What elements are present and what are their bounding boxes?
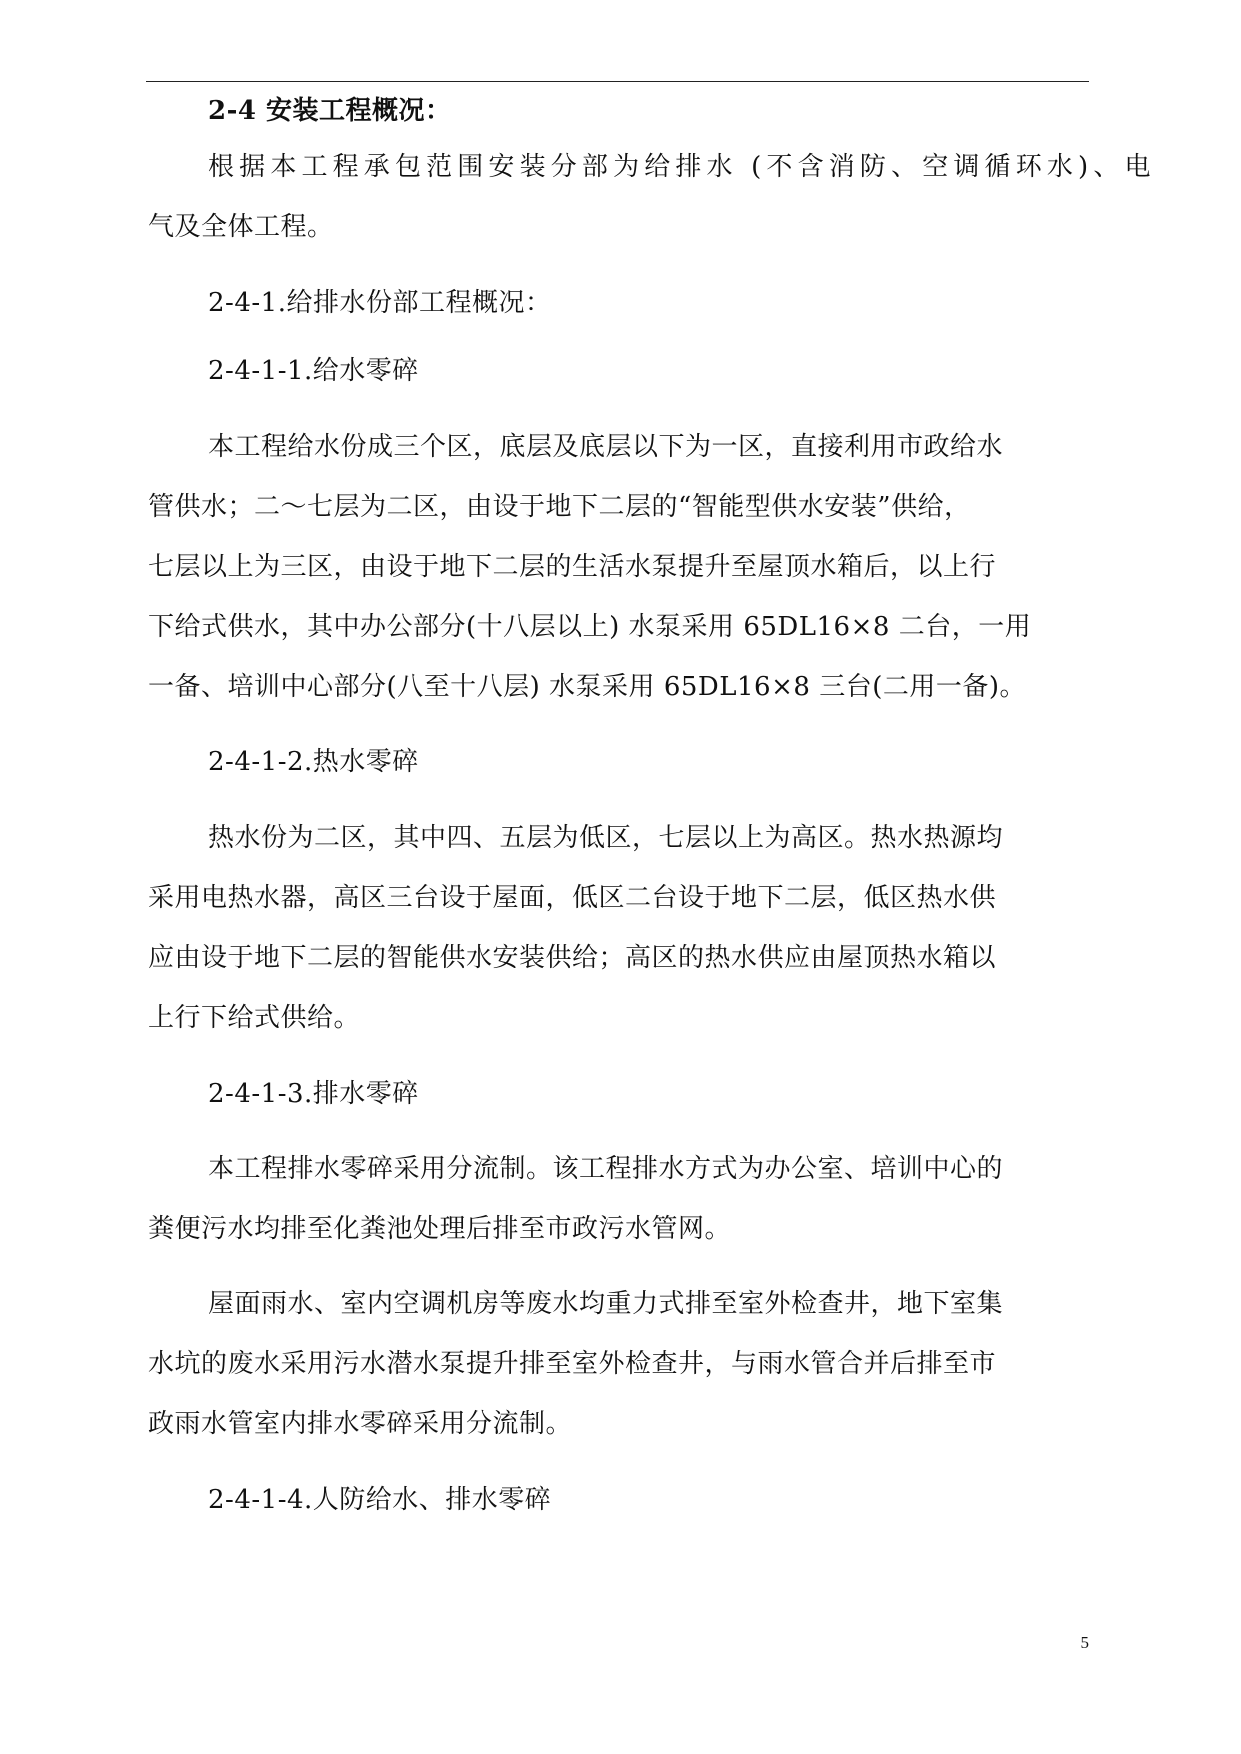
rainwater-line-1: 屋面雨水、室内空调机房等废水均重力式排至室外检查井，地下室集 bbox=[208, 1289, 1004, 1319]
water-supply-line-4: 下给式供水，其中办公部分(十八层以上) 水泵采用 65DL16×8 二台，一用 bbox=[148, 612, 1032, 642]
drainage-line-2: 粪便污水均排至化粪池处理后排至市政污水管网。 bbox=[148, 1214, 732, 1244]
page-number: 5 bbox=[1080, 1633, 1089, 1652]
water-supply-line-5: 一备、培训中心部分(八至十八层) 水泵采用 65DL16×8 三台(二用一备)。 bbox=[148, 672, 1026, 702]
rainwater-line-2: 水坑的废水采用污水潜水泵提升排至室外检查井，与雨水管合并后排至市 bbox=[148, 1349, 997, 1379]
hot-water-line-3: 应由设于地下二层的智能供水安装供给；高区的热水供应由屋顶热水箱以 bbox=[148, 943, 997, 973]
subsection-title-2-4-1-4: 2-4-1-4.人防给水、排水零碎 bbox=[208, 1485, 552, 1515]
water-supply-line-2: 管供水；二～七层为二区，由设于地下二层的“智能型供水安装”供给， bbox=[148, 492, 971, 522]
subsection-title-2-4-1-3: 2-4-1-3.排水零碎 bbox=[208, 1079, 419, 1109]
hot-water-line-2: 采用电热水器，高区三台设于屋面，低区二台设于地下二层，低区热水供 bbox=[148, 883, 997, 913]
water-supply-line-1: 本工程给水份成三个区，底层及底层以下为一区，直接利用市政给水 bbox=[208, 432, 1004, 462]
subsection-title-2-4-1-2: 2-4-1-2.热水零碎 bbox=[208, 747, 419, 777]
subsection-title-2-4-1-1: 2-4-1-1.给水零碎 bbox=[208, 356, 419, 386]
intro-line-1: 根据本工程承包范围安装分部为给排水 (不含消防、空调循环水)、电 bbox=[208, 152, 1151, 182]
drainage-line-1: 本工程排水零碎采用分流制。该工程排水方式为办公室、培训中心的 bbox=[208, 1154, 1004, 1184]
hot-water-line-4: 上行下给式供给。 bbox=[148, 1003, 361, 1033]
hot-water-line-1: 热水份为二区，其中四、五层为低区，七层以上为高区。热水热源均 bbox=[208, 823, 1004, 853]
intro-line-2: 气及全体工程。 bbox=[148, 212, 334, 242]
water-supply-line-3: 七层以上为三区，由设于地下二层的生活水泵提升至屋顶水箱后，以上行 bbox=[148, 552, 997, 582]
header-rule bbox=[146, 81, 1089, 82]
subsection-title-2-4-1: 2-4-1.给排水份部工程概况： bbox=[208, 288, 552, 318]
rainwater-line-3: 政雨水管室内排水零碎采用分流制。 bbox=[148, 1409, 573, 1439]
section-heading: 2-4 安装工程概况： bbox=[208, 96, 452, 126]
